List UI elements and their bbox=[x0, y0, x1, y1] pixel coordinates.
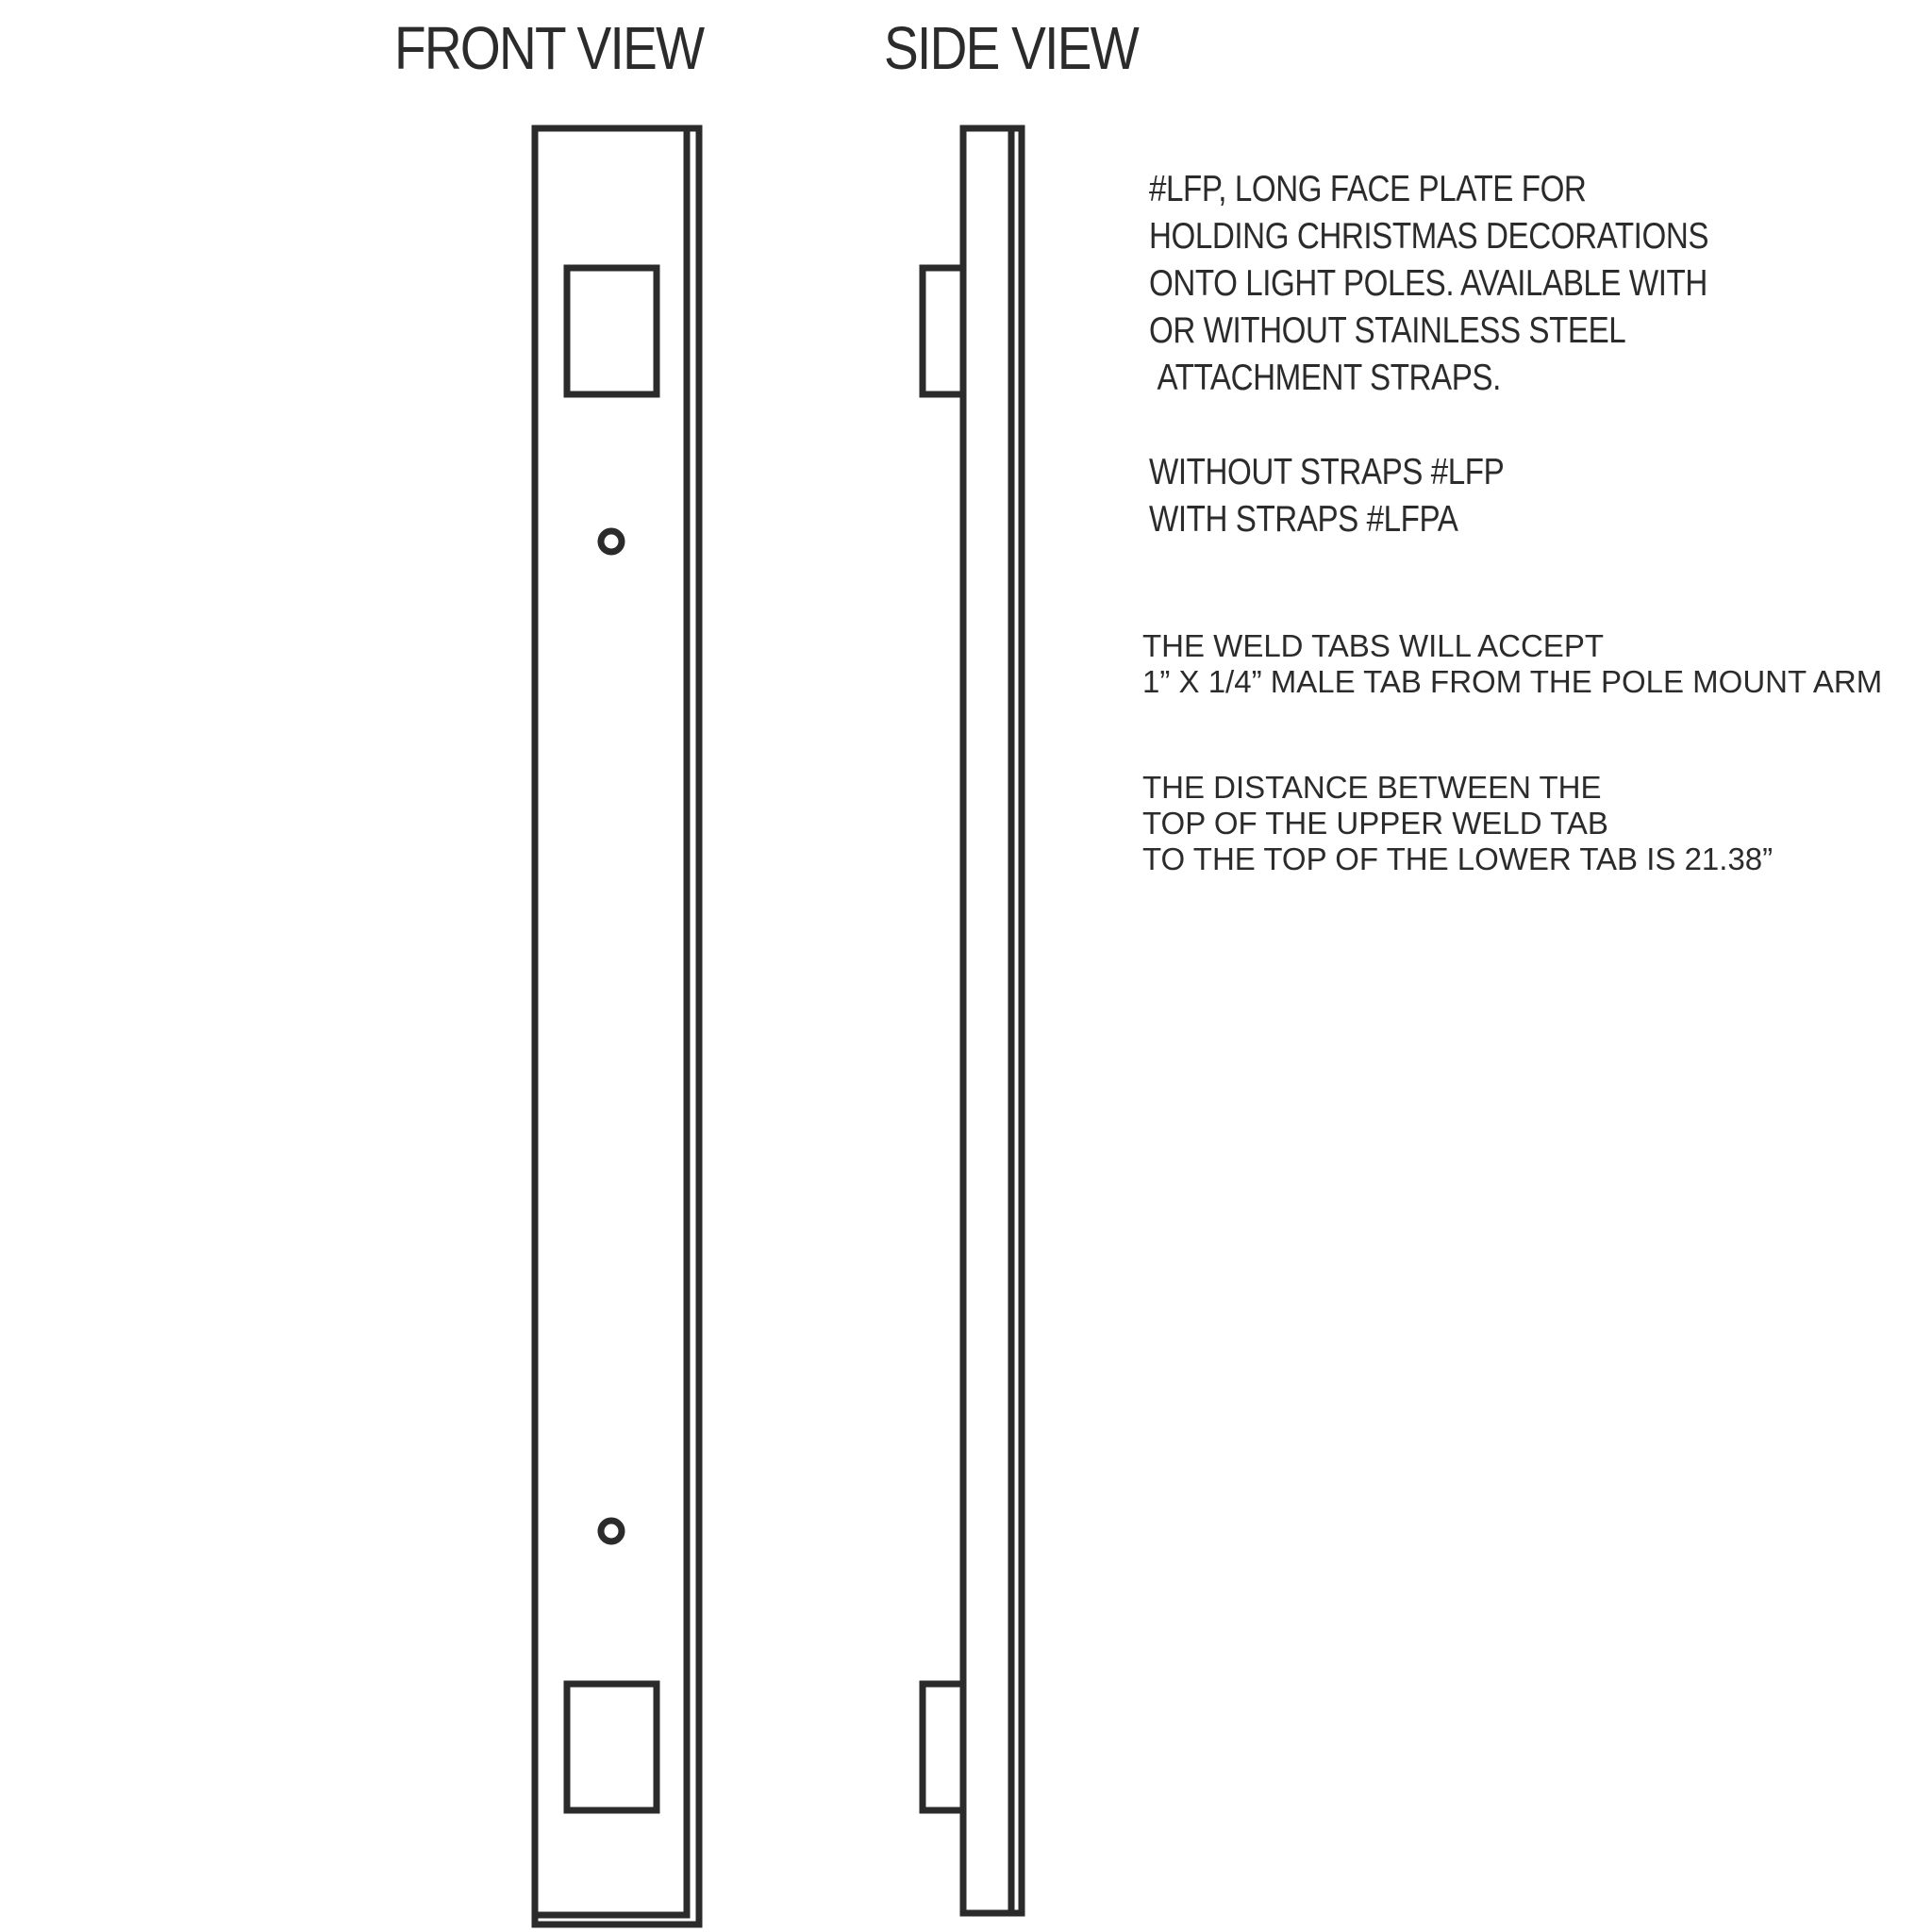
description-line: HOLDING CHRISTMAS DECORATIONS bbox=[1149, 216, 1709, 257]
part-numbers bbox=[1149, 449, 1504, 543]
weld-note-line: 1” X 1/4” MALE TAB FROM THE POLE MOUNT ARM bbox=[1142, 664, 1883, 699]
distance-note-line: TOP OF THE UPPER WELD TAB bbox=[1142, 806, 1608, 841]
front-view-drawing bbox=[535, 128, 699, 1924]
part-number-without-straps: WITHOUT STRAPS #LFP bbox=[1149, 452, 1505, 492]
side-view-drawing bbox=[923, 128, 1022, 1913]
distance-note bbox=[1142, 770, 1773, 877]
front-view-title: FRONT VIEW bbox=[394, 14, 704, 82]
description-line: OR WITHOUT STAINLESS STEEL bbox=[1149, 310, 1626, 351]
weld-tabs-note bbox=[1142, 628, 1882, 700]
distance-note-line: TO THE TOP OF THE LOWER TAB IS 21.38” bbox=[1142, 841, 1774, 876]
description-line: ATTACHMENT STRAPS. bbox=[1157, 358, 1501, 398]
product-description bbox=[1149, 166, 1708, 402]
side-view-title: SIDE VIEW bbox=[884, 14, 1138, 82]
description-line: ONTO LIGHT POLES. AVAILABLE WITH bbox=[1149, 263, 1707, 304]
weld-note-line: THE WELD TABS WILL ACCEPT bbox=[1142, 628, 1604, 663]
part-number-with-straps: WITH STRAPS #LFPA bbox=[1149, 499, 1458, 540]
lower-weld-tab-side bbox=[923, 1684, 963, 1810]
distance-note-line: THE DISTANCE BETWEEN THE bbox=[1142, 770, 1602, 805]
description-line: #LFP, LONG FACE PLATE FOR bbox=[1149, 169, 1587, 209]
upper-weld-tab-side bbox=[923, 268, 963, 394]
